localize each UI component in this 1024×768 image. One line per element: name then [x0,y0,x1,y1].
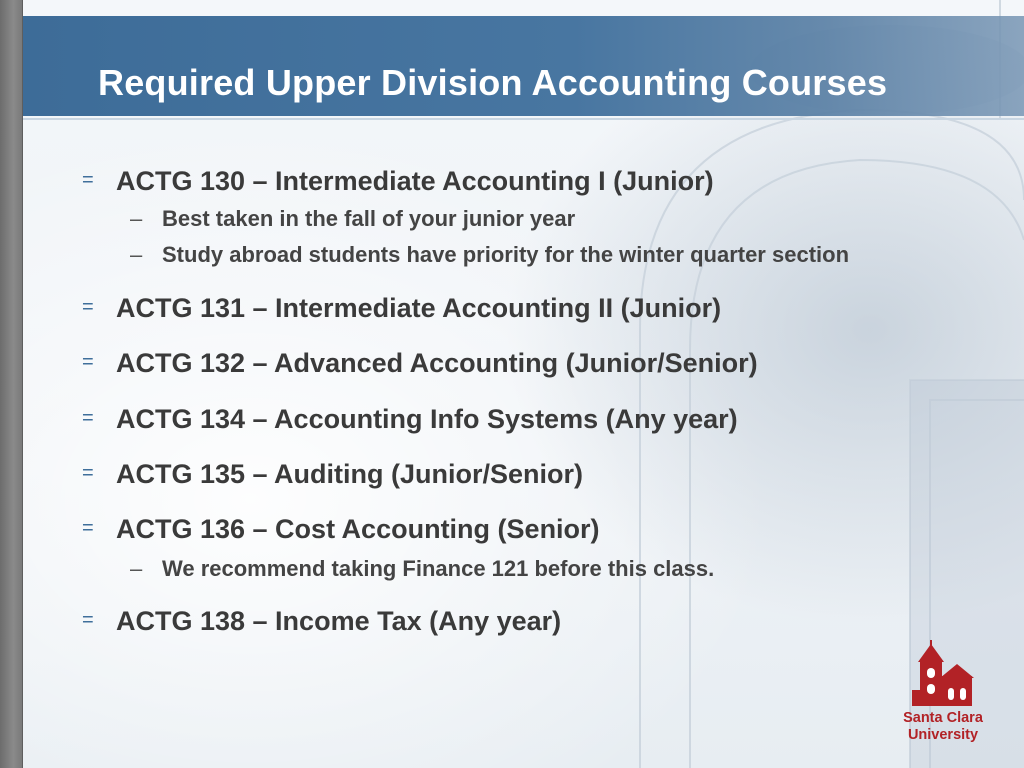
bullet-item [82,514,600,545]
sub-bullet-text: Study abroad students have priority for the winter quarter section [162,242,850,267]
bullet-marker: = [82,609,94,632]
bullet-marker: = [82,296,94,319]
bullet-text: ACTG 131 – Intermediate Accounting II (Junior) [116,293,722,323]
bullet-text: ACTG 130 – Intermediate Accounting I (Junior) [116,166,714,196]
bullet-text: ACTG 138 – Income Tax (Any year) [116,606,562,636]
bullet-marker: = [82,517,94,540]
logo-line-2: University [907,727,979,743]
bullet-marker: = [82,462,94,485]
university-logo-text [898,710,988,744]
bullet-marker: = [82,407,94,430]
bullet-item [82,166,714,197]
sub-bullet-marker: – [130,206,143,231]
bullet-item [82,293,721,324]
bullet-item [82,459,583,490]
bullet-text: ACTG 134 – Accounting Info Systems (Any year) [116,404,738,434]
sub-bullet-marker: – [130,556,143,581]
bullet-text: ACTG 136 – Cost Accounting (Senior) [116,514,600,544]
bullet-item [82,348,758,379]
bullet-marker: = [82,169,94,192]
sub-bullet-item [130,206,575,232]
logo-line-1: Santa Clara [903,710,983,726]
sub-bullet-text: We recommend taking Finance 121 before this class. [162,556,715,581]
bullet-item [82,404,738,435]
bullet-text: ACTG 135 – Auditing (Junior/Senior) [116,459,584,489]
sub-bullet-item [130,242,849,268]
slide-title: Required Upper Division Accounting Courses [98,62,888,103]
bullet-text: ACTG 132 – Advanced Accounting (Junior/Senior) [116,348,758,378]
sub-bullet-marker: – [130,242,143,267]
bullet-item [82,606,561,637]
sub-bullet-text: Best taken in the fall of your junior year [162,206,576,231]
sub-bullet-item [130,556,714,582]
bullet-marker: = [82,351,94,374]
